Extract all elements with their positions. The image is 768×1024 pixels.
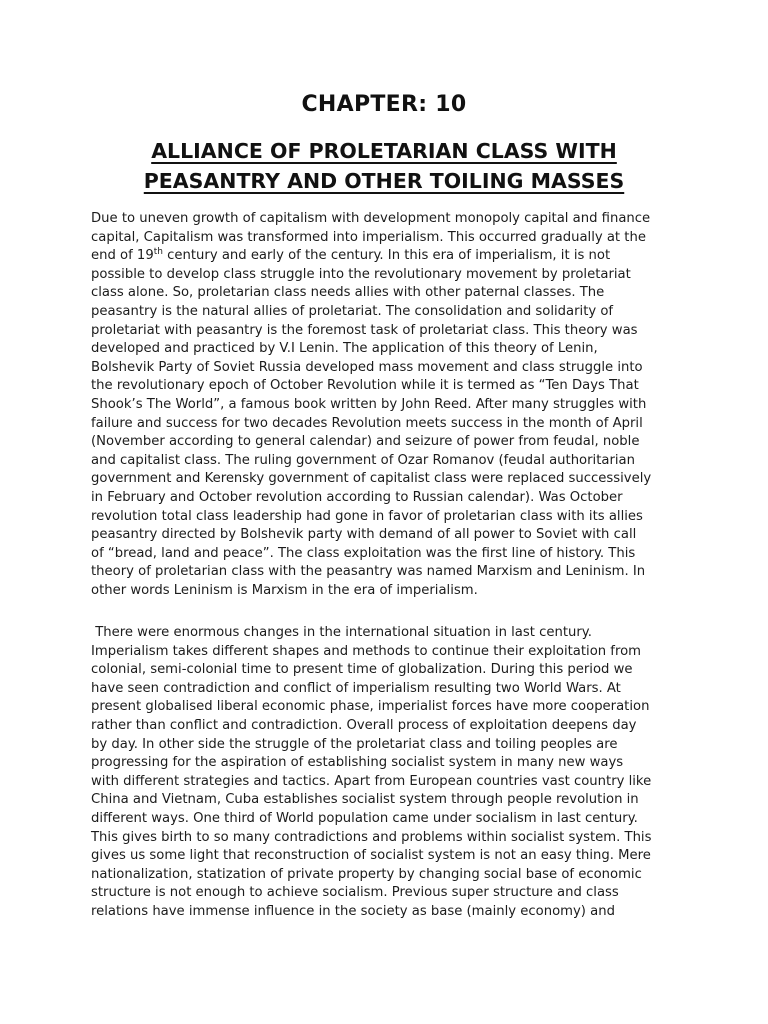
paragraph-line: developed and practiced by V.I Lenin. The application of this theory of Lenin, — [91, 341, 598, 357]
paragraph-line: by day. In other side the struggle of the proletariat class and toiling peoples are — [91, 736, 618, 752]
paragraph-line: Due to uneven growth of capitalism with development monopoly capital and finance — [91, 211, 651, 226]
paragraph-line: rather than conflict and contradiction. Overall process of exploitation deepens day — [91, 717, 637, 733]
paragraph-line: Bolshevik Party of Soviet Russia developed mass movement and class struggle into — [91, 359, 643, 375]
paragraph-line: Shook’s The World”, a famous book written by John Reed. After many struggles with — [91, 396, 647, 412]
paragraph-line: revolution total class leadership had gone in favor of proletarian class with its allies — [91, 508, 643, 524]
body-paragraph — [91, 624, 687, 922]
paragraph-line: present globalised liberal economic phase, imperialist forces have more cooperation — [91, 699, 650, 715]
paragraph-line: theory of proletarian class with the peasantry was named Marxism and Leninism. In — [91, 564, 646, 580]
paragraph-line: progressing for the aspiration of establishing socialist system in many new ways — [91, 755, 624, 771]
paragraph-line: structure is not enough to achieve socialism. Previous super structure and class — [91, 885, 619, 901]
paragraph-line: peasantry is the natural allies of proletariat. The consolidation and solidarity of — [91, 303, 614, 319]
paragraph-line: different ways. One third of World population came under socialism in last century. — [91, 810, 638, 826]
paragraph-line: other words Leninism is Marxism in the era of imperialism. — [91, 582, 478, 598]
paragraph-line: gives us some light that reconstruction of socialist system is not an easy thing. Mere — [91, 848, 651, 864]
paragraph-line: relations have immense influence in the society as base (mainly economy) and — [91, 903, 615, 919]
paragraph-line: colonial, semi-colonial time to present time of globalization. During this period we — [91, 662, 633, 678]
paragraph-line: capital, Capitalism was transformed into imperialism. This occurred gradually at the — [91, 229, 646, 245]
paragraph-line: This gives birth to so many contradictions and problems within socialist system. This — [91, 829, 652, 845]
chapter-heading: CHAPTER: 10 — [301, 92, 467, 117]
body-paragraph — [91, 210, 687, 600]
paragraph-line: the revolutionary epoch of October Revolution while it is termed as “Ten Days That — [91, 378, 639, 394]
paragraph-line: There were enormous changes in the international situation in last century. — [91, 625, 592, 640]
paragraph-line: and capitalist class. The ruling government of Ozar Romanov (feudal authoritarian — [91, 452, 635, 468]
chapter-title-line: PEASANTRY AND OTHER TOILING MASSES — [143, 169, 625, 193]
paragraph-line: class alone. So, proletarian class needs allies with other paternal classes. The — [91, 285, 605, 301]
chapter-title — [60, 136, 708, 196]
paragraph-line: peasantry directed by Bolshevik party with demand of all power to Soviet with call — [91, 527, 637, 543]
paragraph-line: proletariat with peasantry is the foremost task of proletariat class. This theory was — [91, 322, 638, 338]
chapter-title-line: ALLIANCE OF PROLETARIAN CLASS WITH — [151, 139, 617, 163]
paragraph-line: with different strategies and tactics. Apart from European countries vast country like — [91, 773, 652, 789]
paragraph-line — [91, 247, 687, 266]
paragraph-line: nationalization, statization of private property by changing social base of economic — [91, 866, 642, 882]
paragraph-line: (November according to general calendar) and seizure of power from feudal, noble — [91, 434, 640, 450]
paragraph-line-text: century and early of the century. In this era of imperialism, it is not — [162, 248, 611, 264]
paragraph-line: China and Vietnam, Cuba establishes socialist system through people revolution in — [91, 792, 639, 808]
paragraph-line: of “bread, land and peace”. The class exploitation was the first line of history. This — [91, 545, 636, 561]
superscript-ordinal: th — [153, 247, 163, 258]
paragraph-line: possible to develop class struggle into the revolutionary movement by proletariat — [91, 266, 631, 282]
paragraph-line: in February and October revolution according to Russian calendar). Was October — [91, 489, 623, 505]
paragraph-line-text: end of 19 — [91, 248, 154, 264]
paragraph-line: government and Kerensky government of capitalist class were replaced successively — [91, 471, 652, 487]
paragraph-line: failure and success for two decades Revolution meets success in the month of April — [91, 415, 643, 431]
paragraph-line: Imperialism takes different shapes and methods to continue their exploitation from — [91, 643, 641, 659]
paragraph-line: have seen contradiction and conflict of imperialism resulting two World Wars. At — [91, 680, 621, 696]
